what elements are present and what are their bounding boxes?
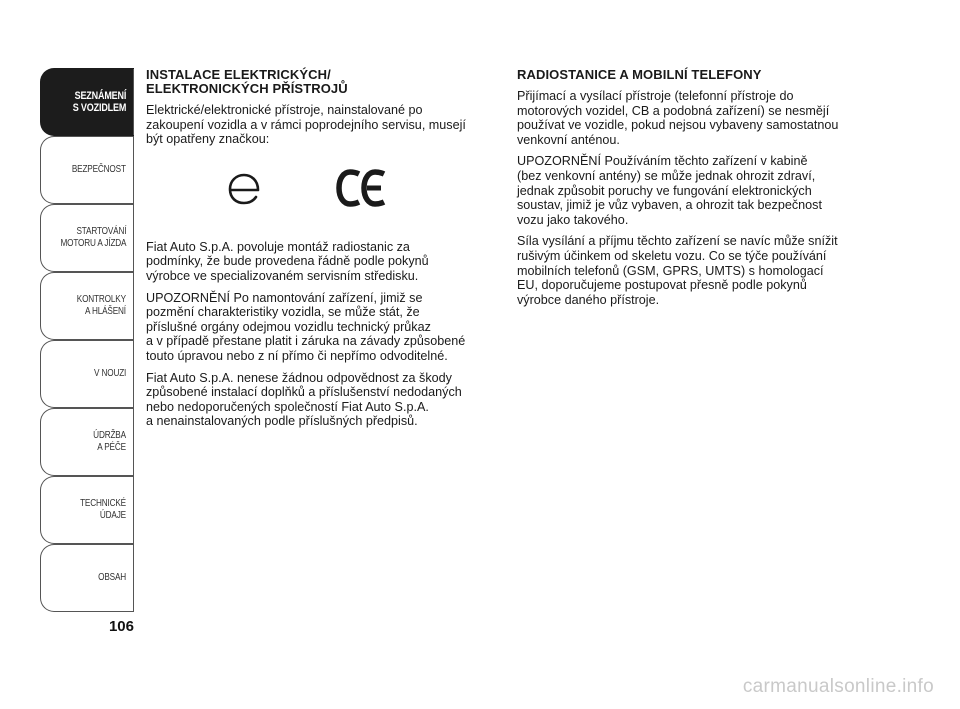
tab-kontrolky-a-hlaseni[interactable] [40, 272, 134, 340]
section-heading-radios: RADIOSTANICE A MOBILNÍ TELEFONY [517, 67, 762, 82]
e-mark-icon [224, 170, 264, 208]
tab-label: STARTOVÁNÍ MOTORU A JÍZDA [60, 226, 126, 249]
tab-v-nouzi[interactable] [40, 340, 134, 408]
section-heading-installation: INSTALACE ELEKTRICKÝCH/ ELEKTRONICKÝCH PŘÍSTROJŮ [146, 67, 348, 96]
chapter-sidebar [40, 68, 134, 612]
watermark: carmanualsonline.info [742, 676, 934, 697]
tab-label: SEZNÁMENÍ S VOZIDLEM [72, 90, 126, 114]
paragraph-warning: UPOZORNĚNÍ Po namontování zařízení, jimiž se pozmění charakteristiky vozidla, se může stát, že příslušné orgány odejmou vozidlu technický průkaz a v případě přestane platit i záruka na závady způsobené touto úpravou nebo z ní přímo či nepřímo odvoditelné. [146, 290, 466, 363]
tab-technicke-udaje[interactable] [40, 476, 134, 544]
tab-label: ÚDRŽBA A PÉČE [93, 430, 126, 453]
tab-label: KONTROLKY A HLÁŠENÍ [76, 294, 126, 317]
ce-mark-icon [336, 168, 388, 208]
tab-label: BEZPEČNOST [72, 164, 126, 175]
paragraph-liability: Fiat Auto S.p.A. nenese žádnou odpovědnost za škody způsobené instalací doplňků a příslušenství nedodaných nebo nedoporučených společností Fiat Auto S.p.A. a nenainstalovaných podle příslušných předpisů. [146, 370, 462, 429]
paragraph-approval: Fiat Auto S.p.A. povoluje montáž radiostanic za podmínky, že bude provedena řádně podle pokynů výrobce ve specializovaném servisním středisku. [146, 239, 429, 283]
intro-paragraph: Elektrické/elektronické přístroje, nainstalované po zakoupení vozidla a v rámci poprodejního servisu, musejí být opatřeny značkou: [146, 103, 466, 147]
tab-startovani-motoru[interactable] [40, 204, 134, 272]
tab-udrzba-a-pece[interactable] [40, 408, 134, 476]
left-column [146, 68, 494, 436]
approval-symbols [146, 154, 494, 226]
tab-bezpecnost[interactable] [40, 136, 134, 204]
paragraph-cabin-warning: UPOZORNĚNÍ Používáním těchto zařízení v kabině (bez venkovní antény) se může jednak ohrozit zdraví, jednak způsobit poruchy ve fungování elektronických soustav, jimiž je vůz vybaven, a ohrozit tak bezpečnost vozu jako takového. [517, 154, 822, 227]
paragraph-antenna: Přijímací a vysílací přístroje (telefonní přístroje do motorových vozidel, CB a podobná zařízení) se nesmějí používat ve vozidle, pokud nejsou vybaveny samostatnou venkovní anténou. [517, 89, 839, 147]
tab-obsah[interactable] [40, 544, 134, 612]
tab-label: OBSAH [98, 572, 126, 583]
paragraph-signal: Síla vysílání a příjmu těchto zařízení se navíc může snížit rušivým účinkem od skeletu vozu. Co se týče používání mobilních telefonů (GSM, GPRS, UMTS) s homologací EU, doporučujeme postupovat přesně podle pokynů výrobce daného přístroje. [517, 234, 838, 307]
right-column [517, 68, 889, 314]
tab-label: V NOUZI [93, 368, 126, 379]
tab-seznameni-s-vozidlem[interactable] [40, 68, 134, 136]
page-number: 106 [108, 618, 134, 635]
tab-label: TECHNICKÉ ÚDAJE [80, 498, 126, 521]
